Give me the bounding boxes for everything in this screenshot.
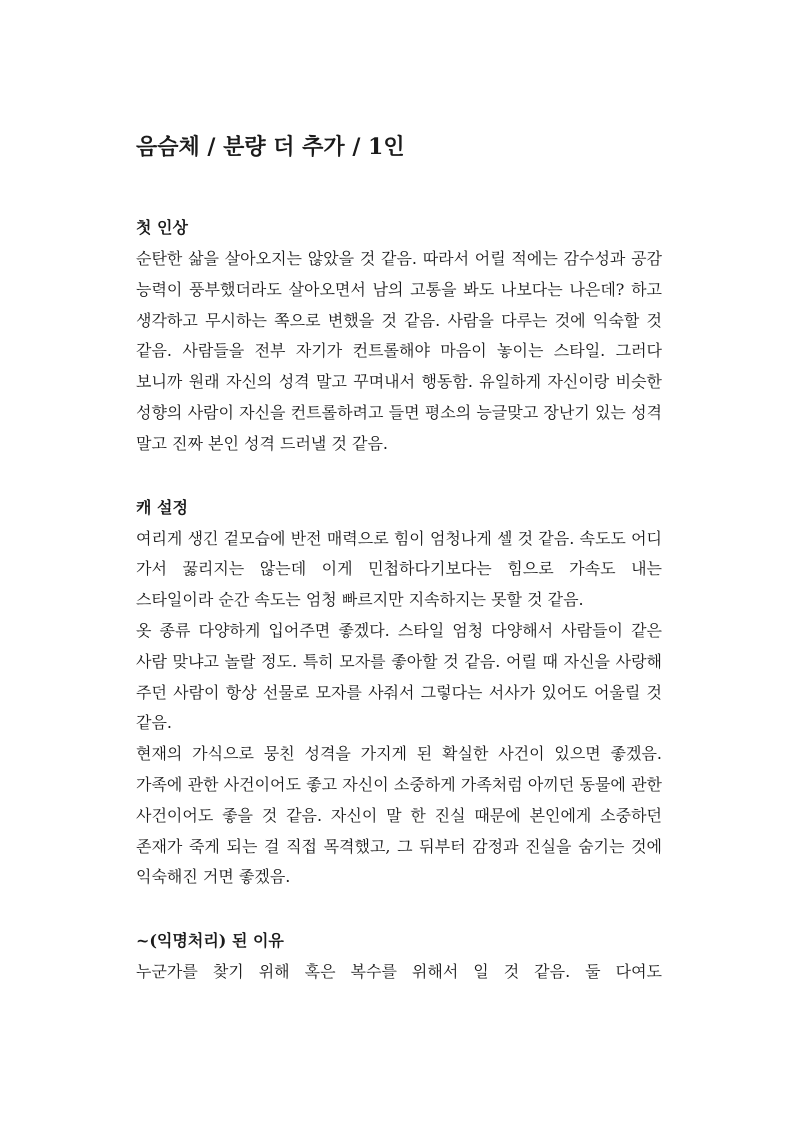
section-heading: ~(익명처리) 된 이유 [136, 931, 284, 951]
section-paragraph: 옷 종류 다양하게 입어주면 좋겠다. 스타일 엄청 다양해서 사람들이 같은 사람 맞냐고 놀랄 정도. 특히 모자를 좋아할 것 같음. 어릴 때 자신을 사랑해 주던 사람이 항상 선물로 모자를 사줘서 그렇다는 서사가 있어도 어울릴 것 같음. [136, 620, 662, 733]
section-paragraph: 현재의 가식으로 뭉친 성격을 가지게 된 확실한 사건이 있으면 좋겠음. 가족에 관한 사건이어도 좋고 자신이 소중하게 가족처럼 아끼던 동물에 관한 사건이어도 좋을 것 같음. 자신이 말 한 진실 때문에 본인에게 소중하던 존재가 죽게 되는 걸 직접 목격했고, 그 뒤부터 감정과 진실을 숨기는 것에 익숙해진 거면 좋겠음. [136, 744, 662, 887]
document-title: 음슴체 / 분량 더 추가 / 1인 [136, 134, 405, 160]
section-reason [136, 925, 662, 988]
section-heading: 첫 인상 [136, 218, 188, 237]
section-paragraph: 누군가를 찾기 위해 혹은 복수를 위해서 일 것 같음. 둘 다여도 [136, 962, 662, 982]
section-paragraph: 여리게 생긴 겉모습에 반전 매력으로 힘이 엄청나게 셀 것 같음. 속도도 어디 가서 꿇리지는 않는데 이게 민첩하다기보다는 힘으로 가속도 내는 스타일이라 순간 속도는 엄청 빠르지만 지속하지는 못할 것 같음. [136, 528, 662, 610]
section-first-impression [136, 212, 662, 460]
section-paragraph: 순탄한 삶을 살아오지는 않았을 것 같음. 따라서 어릴 적에는 감수성과 공감 능력이 풍부했더라도 살아오면서 남의 고통을 봐도 나보다는 나은데? 하고 생각하고 무시하는 쪽으로 변했을 것 같음. 사람을 다루는 것에 익숙할 것 같음. 사람들을 전부 자기가 컨트롤해야 마음이 놓이는 스타일. 그러다 보니까 원래 자신의 성격 말고 꾸며내서 행동함. 유일하게 자신이랑 비슷한 성향의 사람이 자신을 컨트롤하려고 들면 평소의 능글맞고 장난기 있는 성격 말고 진짜 본인 성격 드러낼 것 같음. [136, 249, 662, 453]
section-character-setting [136, 492, 662, 894]
section-heading: 캐 설정 [136, 497, 188, 517]
